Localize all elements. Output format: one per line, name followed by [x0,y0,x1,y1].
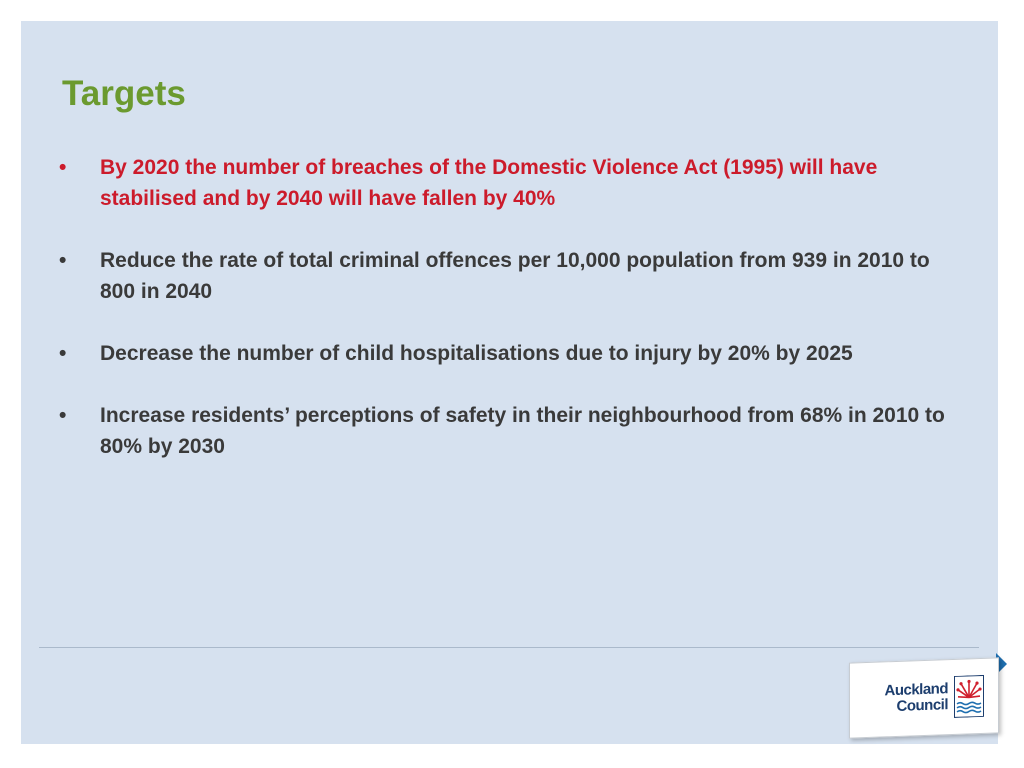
bullet-marker: • [59,249,67,272]
auckland-council-logo [849,657,999,738]
bullet-item [59,338,959,369]
bullet-list [59,152,959,493]
bullet-text: Reduce the rate of total criminal offences per 10,000 population from 939 in 2010 to 800 in 2040 [100,249,930,303]
bullet-marker: • [59,342,67,365]
slide [21,21,998,744]
bullet-marker: • [59,404,67,427]
slide-title: Targets [62,74,186,113]
pohutukawa-flower-icon [954,675,984,718]
logo-line-2: Council [896,696,948,715]
bullet-text: Increase residents’ perceptions of safety in their neighbourhood from 68% in 2010 to 80% by 2030 [100,404,945,458]
bullet-item [59,152,959,214]
footer-divider [39,647,979,648]
bullet-marker: • [59,156,67,179]
bullet-item [59,245,959,307]
logo-text [884,681,948,715]
bullet-text: By 2020 the number of breaches of the Domestic Violence Act (1995) will have stabilised and by 2040 will have fallen by 40% [100,156,878,210]
bullet-item [59,400,959,462]
logo-line-1: Auckland [884,680,948,700]
bullet-text: Decrease the number of child hospitalisations due to injury by 20% by 2025 [100,342,853,365]
